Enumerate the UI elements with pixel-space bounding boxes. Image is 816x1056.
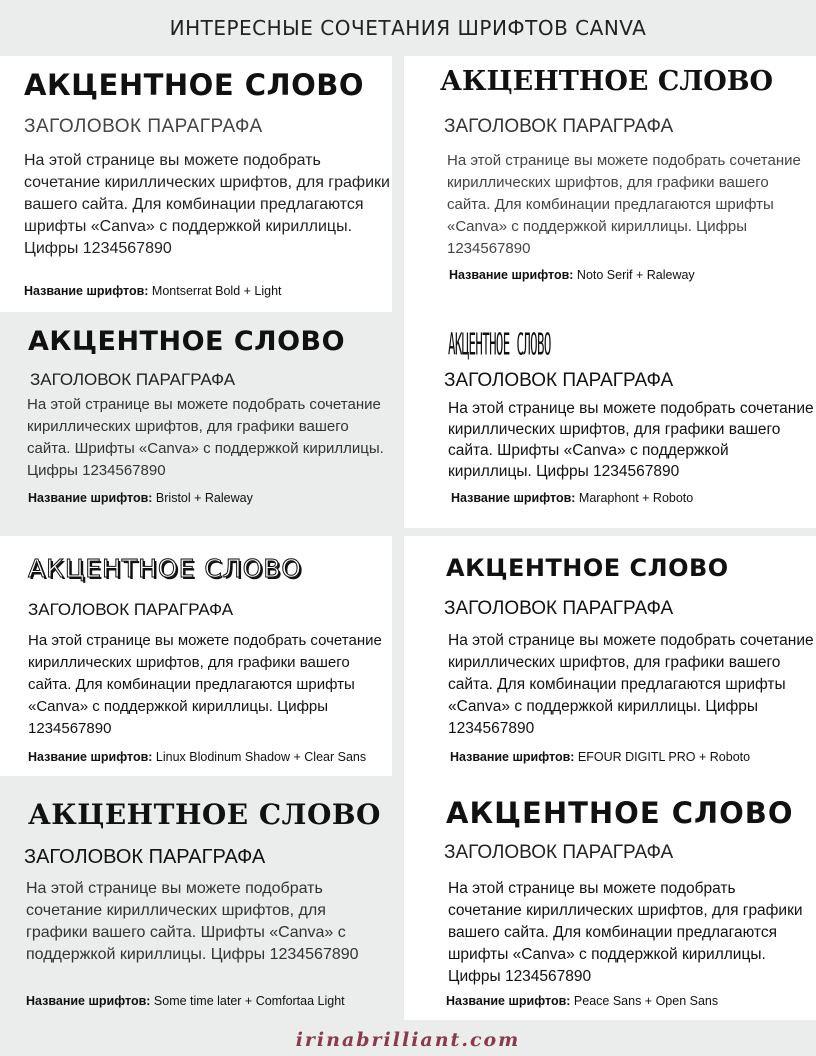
paragraph-text: На этой странице вы можете подобрать сочетание кириллических шрифтов, для графики вашего сайта. Для комбинации предлагаются шрифты «Canva» с поддержкой кириллицы. Цифры 1234567890 (24, 152, 390, 257)
accent-word: АКЦЕНТНОЕ СЛОВО (28, 326, 346, 357)
font-credit-label: Название шрифтов: (450, 750, 575, 764)
font-card-noto-serif (404, 56, 816, 312)
paragraph-text: На этой странице вы можете подобрать сочетание кириллических шрифтов, для графики вашего сайта. Шрифты «Canva» с поддержкой кириллицы. Цифры 1234567890 (26, 880, 359, 963)
font-credit-label: Название шрифтов: (28, 491, 153, 505)
font-credit (28, 750, 366, 764)
font-credit-names: Maraphont + Roboto (578, 491, 694, 505)
font-credit-names: Noto Serif + Raleway (576, 268, 695, 282)
font-credit-names: EFOUR DIGITL PRO + Roboto (577, 750, 751, 764)
paragraph-heading: ЗАГОЛОВОК ПАРАГРАФА (444, 116, 674, 137)
font-card-montserrat (0, 56, 392, 312)
accent-word: АКЦЕНТНОЕ СЛОВО (440, 66, 774, 97)
font-credit (451, 491, 693, 505)
font-credit (28, 491, 253, 505)
accent-word: АКЦЕНТНОЕ СЛОВО (24, 68, 365, 102)
accent-word: АКЦЕНТНОЕ СЛОВО (446, 796, 794, 830)
paragraph-text: На этой странице вы можете подобрать сочетание кириллических шрифтов, для графики вашего сайта. Для комбинации предлагаются шрифты «Canva» с поддержкой кириллицы. Цифры 1234567890 (28, 632, 382, 737)
font-card-peace-sans (404, 776, 816, 1020)
font-credit-label: Название шрифтов: (449, 268, 574, 282)
paragraph-heading: ЗАГОЛОВОК ПАРАГРАФА (444, 370, 674, 391)
paragraph-text: На этой странице вы можете подобрать сочетание кириллических шрифтов, для графики вашего сайта. Для комбинации предлагаются шрифты «Canva» с поддержкой кириллицы. Цифры 1234567890 (447, 152, 801, 257)
font-credit (449, 268, 695, 282)
footer-site-link[interactable]: irinabrilliant.com (295, 1029, 521, 1051)
font-credit (446, 994, 718, 1008)
font-credit-names: Montserrat Bold + Light (151, 284, 282, 298)
font-credit-names: Peace Sans + Open Sans (573, 994, 719, 1008)
font-credit-label: Название шрифтов: (451, 491, 576, 505)
paragraph-text: На этой странице вы можете подобрать сочетание кириллических шрифтов, для графики вашего сайта. Для комбинации предлагаются шрифты «Canva» с поддержкой кириллицы. Цифры 1234567890 (448, 632, 814, 737)
paragraph-text: На этой странице вы можете подобрать сочетание кириллических шрифтов, для графики вашего сайта. Шрифты «Canva» с поддержкой кириллицы. Цифры 1234567890 (27, 396, 384, 479)
font-card-bristol (0, 312, 404, 528)
accent-word: АКЦЕНТНОЕ СЛОВО (28, 554, 303, 583)
accent-word: АКЦЕНТНОЕ СЛОВО (448, 326, 551, 362)
accent-word: АКЦЕНТНОЕ СЛОВО (28, 798, 381, 831)
paragraph-heading: ЗАГОЛОВОК ПАРАГРАФА (24, 116, 263, 137)
font-credit-names: Bristol + Raleway (155, 491, 253, 505)
font-credit-label: Название шрифтов: (26, 994, 151, 1008)
font-credit-names: Linux Blodinum Shadow + Clear Sans (155, 750, 367, 764)
font-card-efour-digital (404, 536, 816, 776)
page-title: ИНТЕРЕСНЫЕ СОЧЕТАНИЯ ШРИФТОВ CANVA (169, 16, 647, 40)
font-credit (26, 994, 345, 1008)
paragraph-text: На этой странице вы можете подобрать сочетание кириллических шрифтов, для графики вашего сайта. Для комбинации предлагаются шрифты «Canva» с поддержкой кириллицы. Цифры 1234567890 (448, 880, 803, 985)
font-card-maraphont (404, 312, 816, 528)
paragraph-heading: ЗАГОЛОВОК ПАРАГРАФА (30, 370, 236, 389)
font-card-linux-biolinum (0, 536, 392, 776)
paragraph-heading: ЗАГОЛОВОК ПАРАГРАФА (444, 842, 674, 863)
font-card-some-time-later (0, 776, 404, 1020)
paragraph-text: На этой странице вы можете подобрать сочетание кириллических шрифтов, для графики вашего сайта. Шрифты «Canva» с поддержкой кириллицы. Цифры 1234567890 (448, 400, 814, 480)
accent-word: АКЦЕНТНОЕ СЛОВО (446, 554, 729, 582)
paragraph-heading: ЗАГОЛОВОК ПАРАГРАФА (28, 600, 234, 619)
font-credit-names: Some time later + Comfortaa Light (153, 994, 345, 1008)
paragraph-heading: ЗАГОЛОВОК ПАРАГРАФА (24, 846, 266, 868)
font-credit (24, 284, 282, 298)
font-credit (450, 750, 750, 764)
font-credit-label: Название шрифтов: (24, 284, 149, 298)
font-credit-label: Название шрифтов: (28, 750, 153, 764)
paragraph-heading: ЗАГОЛОВОК ПАРАГРАФА (444, 598, 674, 619)
font-credit-label: Название шрифтов: (446, 994, 571, 1008)
